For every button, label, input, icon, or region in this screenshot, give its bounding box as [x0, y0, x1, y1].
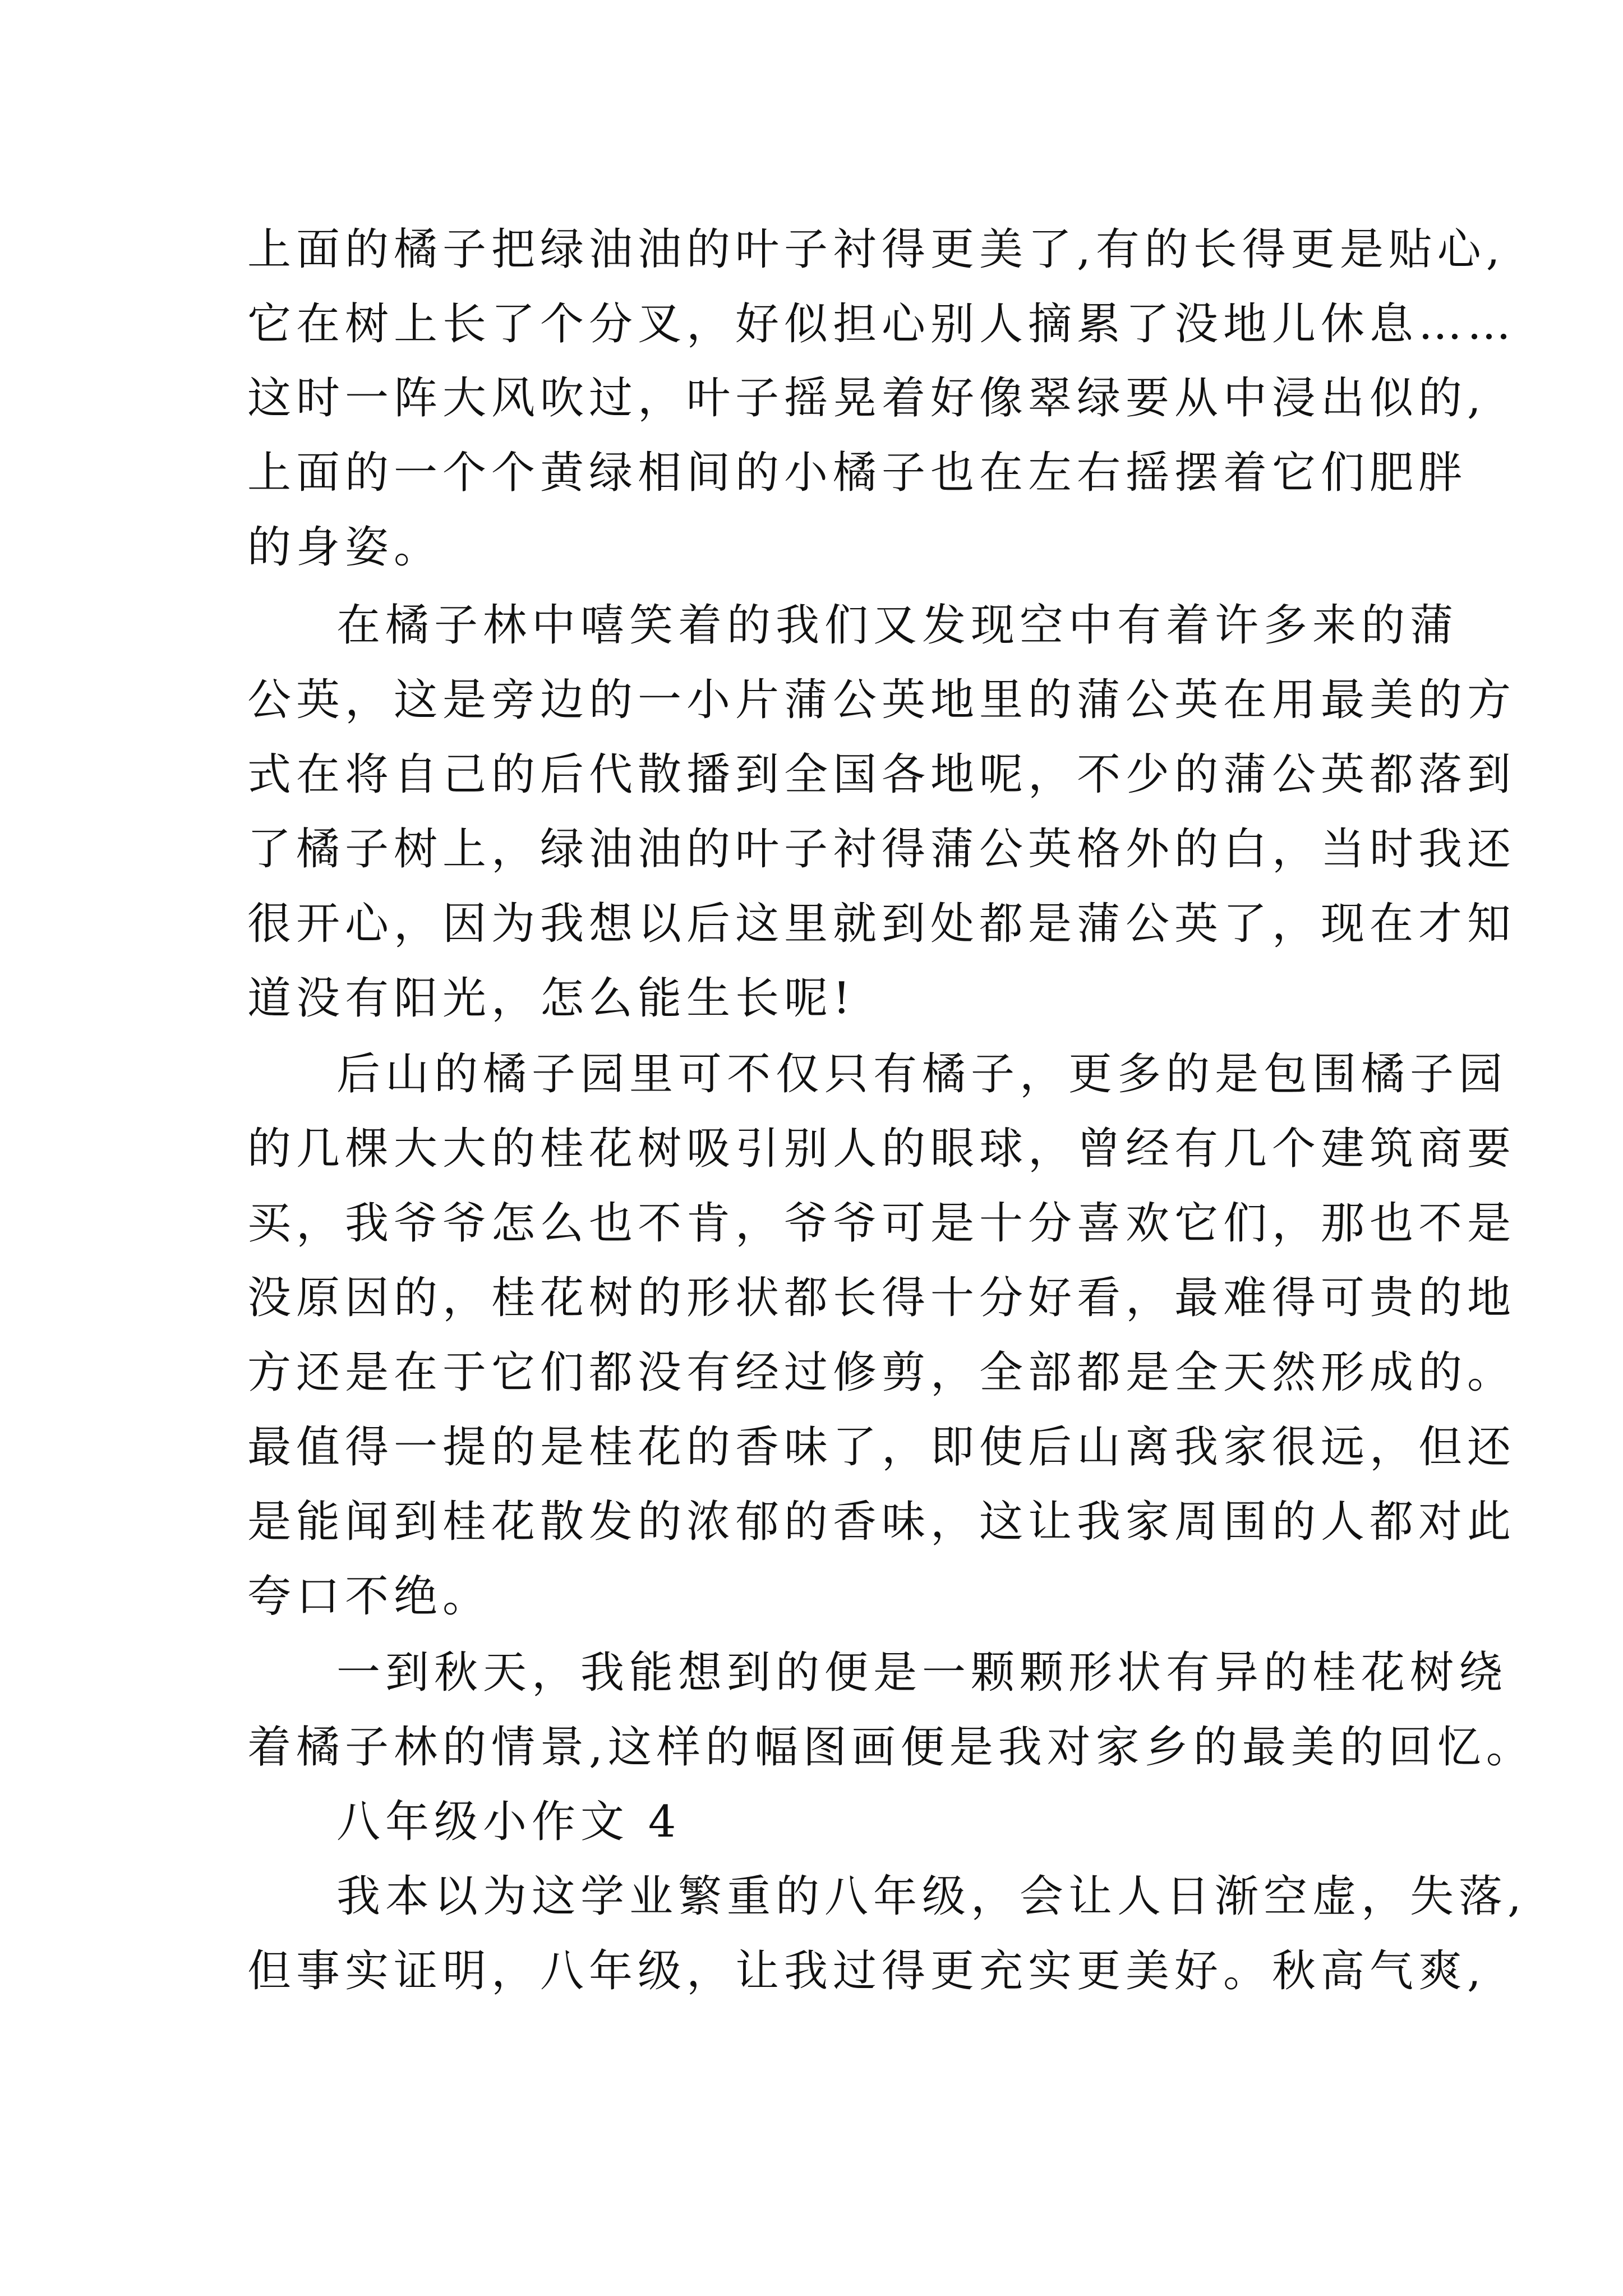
text-line-1: 上面的橘子把绿油油的叶子衬得更美了,有的长得更是贴心,: [247, 224, 1505, 275]
paragraph-start-line: 在橘子林中嘻笑着的我们又发现空中有着许多来的蒲: [336, 600, 1459, 651]
text-line-15: 没原因的，桂花树的形状都长得十分好看，最难得可贵的地: [247, 1273, 1516, 1323]
text-line-11: 道没有阳光，怎么能生长呢!: [247, 973, 856, 1024]
text-line-3: 这时一阵大风吹过，叶子摇晃着好像翠绿要从中浸出似的,: [247, 373, 1486, 424]
text-line-21: 着橘子林的情景,这样的幅图画便是我对家乡的最美的回忆。: [247, 1722, 1535, 1773]
text-line-4: 上面的一个个黄绿相间的小橘子也在左右摇摆着它们肥胖: [247, 448, 1468, 498]
paragraph-start-line: 我本以为这学业繁重的八年级，会让人日渐空虚，失落,: [336, 1871, 1527, 1922]
text-line-18: 是能闻到桂花散发的浓郁的香味，这让我家周围的人都对此: [247, 1497, 1516, 1547]
text-line-2: 它在树上长了个分叉，好似担心别人摘累了没地儿休息……: [247, 299, 1516, 349]
paragraph-start-line: 一到秋天，我能想到的便是一颗颗形状有异的桂花树绕: [336, 1648, 1508, 1698]
text-line-13: 的几棵大大的桂花树吸引别人的眼球，曾经有几个建筑商要: [247, 1124, 1516, 1174]
paragraph-start-line: 后山的橘子园里可不仅只有橘子，更多的是包围橘子园: [336, 1049, 1508, 1099]
text-line-14: 买，我爷爷怎么也不肯，爷爷可是十分喜欢它们，那也不是: [247, 1198, 1516, 1249]
text-line-24: 但事实证明，八年级，让我过得更充实更美好。秋高气爽,: [247, 1946, 1486, 1996]
section-heading: 八年级小作文 4: [336, 1797, 681, 1847]
text-line-19: 夸口不绝。: [247, 1571, 492, 1622]
text-line-10: 很开心，因为我想以后这里就到处都是蒲公英了，现在才知: [247, 899, 1516, 949]
text-line-9: 了橘子树上，绿油油的叶子衬得蒲公英格外的白，当时我还: [247, 824, 1516, 875]
text-line-17: 最值得一提的是桂花的香味了，即使后山离我家很远，但还: [247, 1422, 1516, 1473]
text-line-5: 的身姿。: [247, 522, 443, 573]
text-line-7: 公英，这是旁边的一小片蒲公英地里的蒲公英在用最美的方: [247, 675, 1516, 725]
text-line-16: 方还是在于它们都没有经过修剪，全部都是全天然形成的。: [247, 1347, 1516, 1398]
text-line-8: 式在将自己的后代散播到全国各地呢，不少的蒲公英都落到: [247, 749, 1516, 800]
